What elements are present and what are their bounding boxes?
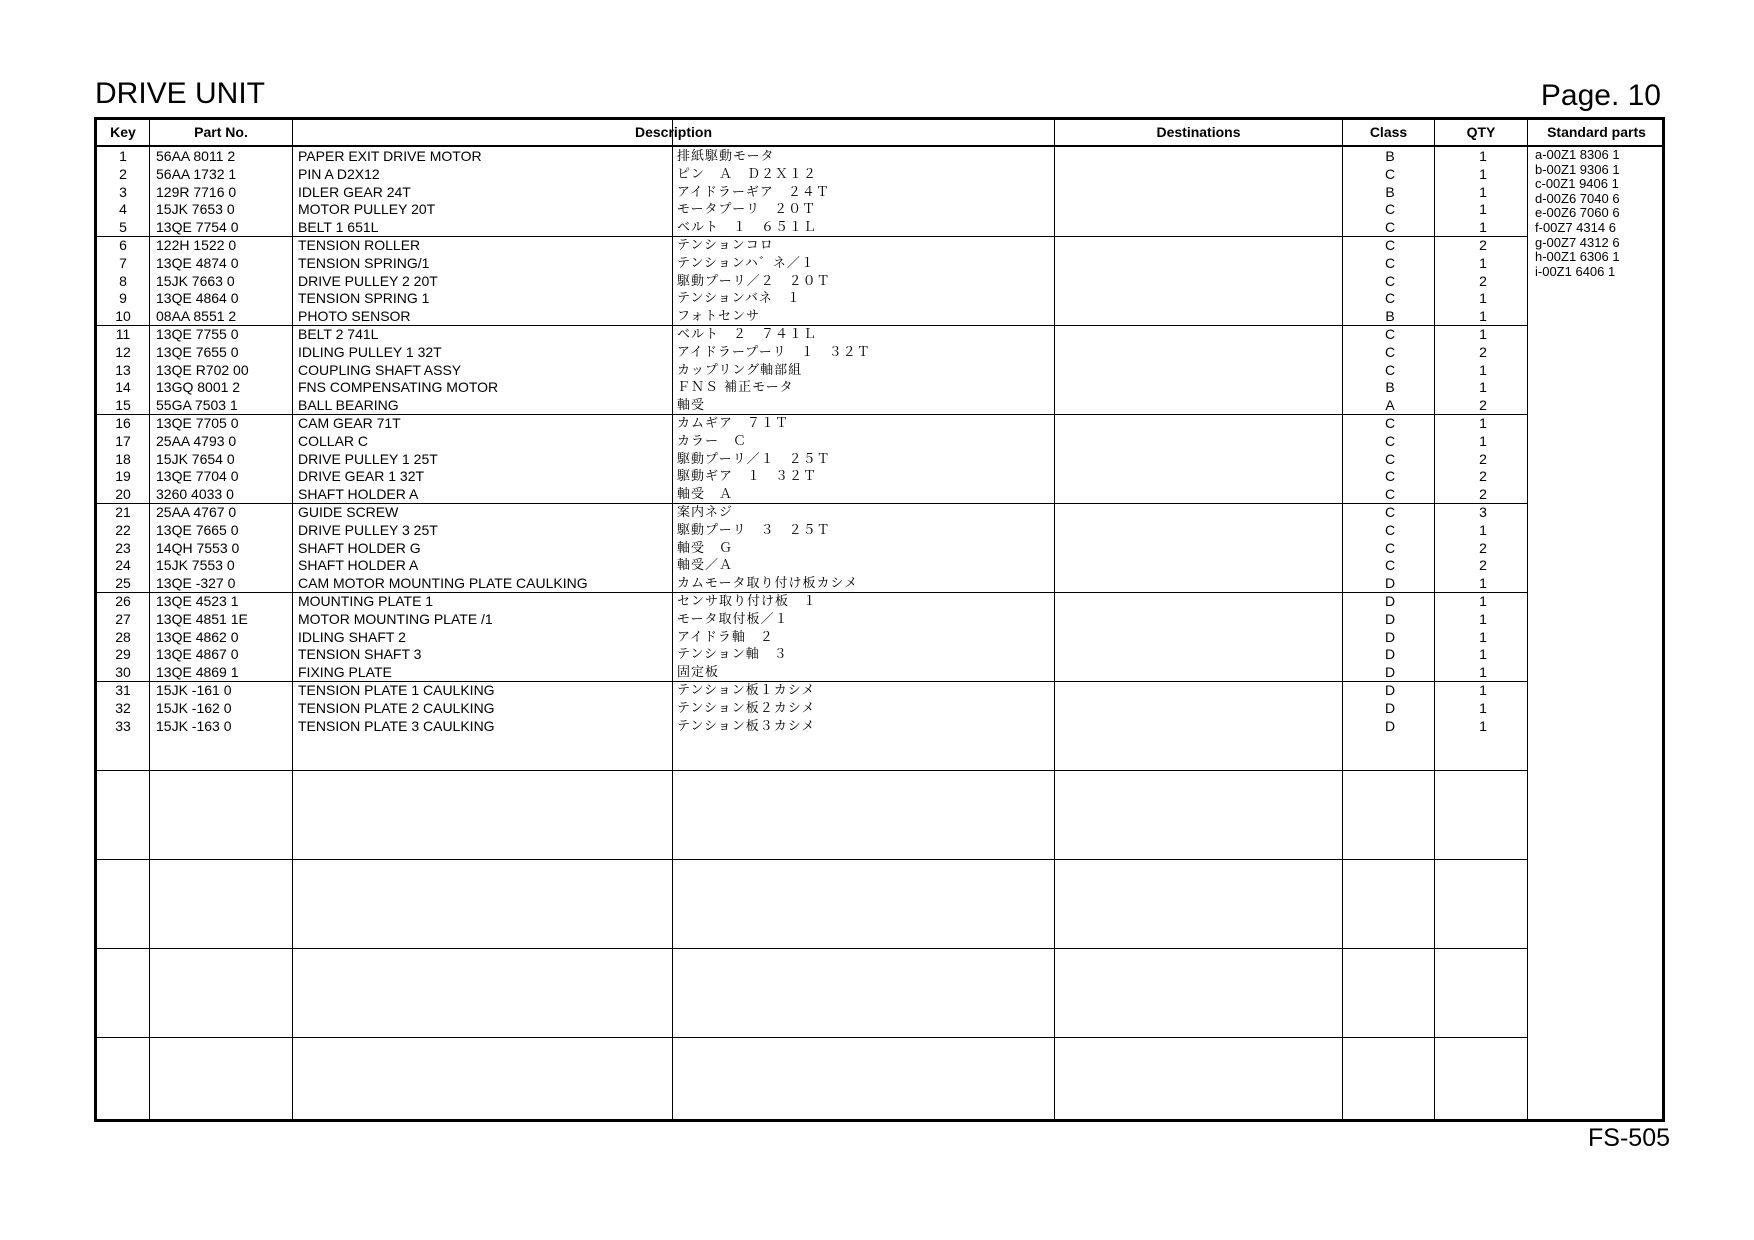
cell-part-no: 56AA 1732 1 xyxy=(156,165,237,182)
table-row xyxy=(97,273,1662,291)
cell-qty: 1 xyxy=(1479,308,1487,325)
cell-description-jp: カップリング軸部組 xyxy=(677,362,803,378)
cell-description-jp: カムギア ７１Ｔ xyxy=(677,416,790,431)
cell-part-no: 13QE 7665 0 xyxy=(156,521,239,538)
cell-qty: 1 xyxy=(1479,664,1487,681)
cell-part-no: 15JK 7654 0 xyxy=(156,450,235,467)
cell-description-en: MOTOR PULLEY 20T xyxy=(298,201,436,218)
cell-qty: 1 xyxy=(1479,361,1487,378)
standard-parts-list xyxy=(1531,148,1665,279)
cell-class: C xyxy=(1384,272,1396,289)
cell-qty: 2 xyxy=(1479,237,1487,253)
table-row xyxy=(97,166,1662,184)
cell-part-no: 3260 4033 0 xyxy=(156,486,234,503)
cell-description-en: BELT 1 651L xyxy=(298,219,379,236)
cell-description-en: TENSION PLATE 2 CAULKING xyxy=(298,699,495,716)
cell-class: D xyxy=(1384,628,1396,645)
cell-part-no: 13QE 4523 1 xyxy=(156,593,239,609)
cell-description-jp: ＦＮＳ 補正モータ xyxy=(677,380,794,396)
header-part-no: Part No. xyxy=(194,124,248,140)
cell-qty: 1 xyxy=(1479,610,1487,627)
cell-part-no: 13QE 4867 0 xyxy=(156,646,239,663)
cell-class: C xyxy=(1384,237,1396,253)
page-title: DRIVE UNIT xyxy=(95,77,266,110)
cell-key: 30 xyxy=(115,664,131,681)
cell-part-no: 13QE 7655 0 xyxy=(156,343,239,360)
cell-part-no: 15JK -163 0 xyxy=(156,717,232,734)
cell-qty: 1 xyxy=(1479,290,1487,307)
cell-qty: 1 xyxy=(1479,699,1487,716)
cell-class: C xyxy=(1384,343,1396,360)
cell-description-en: BELT 2 741L xyxy=(298,326,379,342)
cell-description-jp: 軸受 Ａ xyxy=(677,487,734,503)
cell-part-no: 13QE 7754 0 xyxy=(156,219,239,236)
table-row xyxy=(97,362,1662,380)
cell-key: 5 xyxy=(119,219,127,236)
cell-description-jp: テンションハ゛ネ／１ xyxy=(677,255,815,271)
cell-qty: 2 xyxy=(1479,450,1487,467)
cell-class: C xyxy=(1384,521,1396,538)
parts-table xyxy=(94,117,1665,1122)
cell-class: B xyxy=(1385,308,1395,325)
table-row xyxy=(97,557,1662,575)
cell-qty: 2 xyxy=(1479,539,1487,556)
cell-description-en: IDLER GEAR 24T xyxy=(298,183,411,200)
cell-key: 33 xyxy=(115,717,131,734)
cell-description-jp: テンション板１カシメ xyxy=(677,683,816,698)
cell-description-en: CAM GEAR 71T xyxy=(298,415,401,431)
cell-key: 13 xyxy=(115,361,131,378)
cell-description-jp: 排紙駆動モータ xyxy=(677,149,775,164)
cell-qty: 1 xyxy=(1479,415,1487,431)
cell-description-en: TENSION SPRING/1 xyxy=(298,254,430,271)
cell-class: D xyxy=(1384,593,1396,609)
table-row xyxy=(97,397,1662,415)
cell-qty: 1 xyxy=(1479,148,1487,164)
table-row xyxy=(97,415,1662,433)
cell-class: C xyxy=(1384,539,1396,556)
cell-description-en: DRIVE GEAR 1 32T xyxy=(298,468,425,485)
cell-description-jp: テンションコロ xyxy=(677,238,774,253)
cell-class: B xyxy=(1385,379,1395,396)
cell-description-jp: フォトセンサ xyxy=(677,309,760,325)
table-row xyxy=(97,451,1662,469)
cell-key: 22 xyxy=(115,521,131,538)
cell-description-en: CAM MOTOR MOUNTING PLATE CAULKING xyxy=(298,575,588,592)
cell-key: 3 xyxy=(119,183,127,200)
cell-class: C xyxy=(1384,219,1396,236)
cell-description-en: TENSION PLATE 3 CAULKING xyxy=(298,717,495,734)
row-group-divider xyxy=(97,1037,1527,1038)
cell-description-jp: テンション板３カシメ xyxy=(677,718,816,734)
cell-description-en: DRIVE PULLEY 3 25T xyxy=(298,521,438,538)
cell-qty: 2 xyxy=(1479,272,1487,289)
cell-class: A xyxy=(1385,397,1395,414)
cell-key: 16 xyxy=(115,415,131,431)
model-code: FS-505 xyxy=(1588,1124,1670,1152)
cell-part-no: 14QH 7553 0 xyxy=(156,539,240,556)
table-row xyxy=(97,184,1662,202)
cell-part-no: 13QE -327 0 xyxy=(156,575,236,592)
cell-key: 26 xyxy=(115,593,131,609)
cell-class: D xyxy=(1384,664,1396,681)
table-row xyxy=(97,344,1662,362)
cell-description-jp: 駆動プーリ ３ ２５Ｔ xyxy=(677,522,831,538)
cell-description-en: MOTOR MOUNTING PLATE /1 xyxy=(298,610,493,627)
table-row xyxy=(97,237,1662,255)
cell-part-no: 13QE 4864 0 xyxy=(156,290,239,307)
cell-description-jp: 案内ネジ xyxy=(677,505,734,520)
cell-description-en: DRIVE PULLEY 1 25T xyxy=(298,450,438,467)
cell-description-jp: カラー Ｃ xyxy=(677,433,748,449)
cell-class: D xyxy=(1384,575,1396,592)
cell-class: D xyxy=(1384,610,1396,627)
cell-qty: 1 xyxy=(1479,432,1487,449)
cell-part-no: 56AA 8011 2 xyxy=(156,148,236,164)
cell-description-en: TENSION SPRING 1 xyxy=(298,290,430,307)
cell-part-no: 15JK 7553 0 xyxy=(156,557,235,574)
cell-part-no: 13QE 4869 1 xyxy=(156,664,239,681)
cell-key: 1 xyxy=(119,148,127,164)
header-divider xyxy=(97,145,1662,147)
cell-key: 11 xyxy=(115,326,131,342)
table-row xyxy=(97,201,1662,219)
cell-class: C xyxy=(1384,504,1396,520)
cell-description-jp: 固定板 xyxy=(677,665,720,681)
table-row xyxy=(97,593,1662,611)
cell-key: 4 xyxy=(119,201,127,218)
cell-key: 27 xyxy=(115,610,131,627)
cell-description-jp: 駆動プーリ／１ ２５Ｔ xyxy=(677,451,831,467)
cell-description-jp: アイドラ軸 ２ xyxy=(677,629,774,645)
table-row xyxy=(97,646,1662,664)
table-row xyxy=(97,486,1662,504)
cell-description-jp: センサ取り付け板 １ xyxy=(677,594,818,609)
header-description: Description xyxy=(634,124,712,140)
cell-qty: 1 xyxy=(1479,593,1487,609)
cell-description-jp: アイドラーギア ２４Ｔ xyxy=(677,184,830,200)
cell-qty: 1 xyxy=(1479,379,1487,396)
cell-qty: 3 xyxy=(1479,504,1487,520)
cell-description-jp: テンションバネ １ xyxy=(677,291,801,307)
cell-qty: 1 xyxy=(1479,575,1487,592)
cell-qty: 1 xyxy=(1479,183,1487,200)
table-row xyxy=(97,522,1662,540)
header-qty: QTY xyxy=(1466,124,1496,140)
cell-description-jp: カムモータ取り付け板カシメ xyxy=(677,576,859,592)
cell-class: D xyxy=(1384,682,1396,698)
cell-description-jp: 軸受／Ａ xyxy=(677,558,734,574)
cell-qty: 1 xyxy=(1479,628,1487,645)
cell-qty: 1 xyxy=(1479,219,1487,236)
cell-part-no: 13QE 4874 0 xyxy=(156,254,239,271)
cell-qty: 1 xyxy=(1479,254,1487,271)
cell-key: 19 xyxy=(115,468,131,485)
cell-description-jp: テンション軸 ３ xyxy=(677,647,788,663)
cell-key: 14 xyxy=(115,379,131,396)
standard-part: h-00Z1 6306 1 xyxy=(1535,249,1620,265)
cell-description-en: DRIVE PULLEY 2 20T xyxy=(298,272,438,289)
standard-part: f-00Z7 4314 6 xyxy=(1535,219,1616,235)
cell-key: 8 xyxy=(119,272,127,289)
cell-part-no: 13QE 4862 0 xyxy=(156,628,239,645)
cell-class: C xyxy=(1384,290,1396,307)
cell-key: 18 xyxy=(115,450,131,467)
header-destinations: Destinations xyxy=(1156,124,1241,140)
cell-qty: 1 xyxy=(1479,717,1487,734)
cell-description-jp: モータ取付板／１ xyxy=(677,611,789,627)
cell-description-jp: 駆動プーリ／２ ２０Ｔ xyxy=(677,273,831,289)
cell-class: C xyxy=(1384,432,1396,449)
cell-key: 2 xyxy=(119,165,127,182)
cell-part-no: 08AA 8551 2 xyxy=(156,308,237,325)
cell-part-no: 13QE 7704 0 xyxy=(156,468,239,485)
standard-part: b-00Z1 9306 1 xyxy=(1535,161,1620,177)
standard-part: e-00Z6 7060 6 xyxy=(1535,205,1620,221)
cell-part-no: 13GQ 8001 2 xyxy=(156,379,241,396)
cell-key: 28 xyxy=(115,628,131,645)
cell-key: 32 xyxy=(115,699,131,716)
standard-part: g-00Z7 4312 6 xyxy=(1535,234,1620,250)
cell-description-en: COUPLING SHAFT ASSY xyxy=(298,361,462,378)
page-number: Page. 10 xyxy=(1540,79,1661,112)
cell-class: C xyxy=(1384,557,1396,574)
table-row xyxy=(97,379,1662,397)
cell-qty: 1 xyxy=(1479,165,1487,182)
cell-part-no: 25AA 4767 0 xyxy=(156,504,237,520)
standard-part: a-00Z1 8306 1 xyxy=(1535,147,1620,162)
cell-qty: 1 xyxy=(1479,646,1487,663)
cell-description-en: TENSION PLATE 1 CAULKING xyxy=(298,682,495,698)
cell-class: C xyxy=(1384,361,1396,378)
table-row xyxy=(97,611,1662,629)
table-row xyxy=(97,504,1662,522)
cell-class: C xyxy=(1384,450,1396,467)
row-group-divider xyxy=(97,770,1527,771)
cell-description-en: FIXING PLATE xyxy=(298,664,392,681)
cell-description-jp: 軸受 xyxy=(677,398,706,414)
table-row xyxy=(97,326,1662,344)
cell-key: 10 xyxy=(115,308,131,325)
cell-qty: 2 xyxy=(1479,486,1487,503)
row-group-divider xyxy=(97,948,1527,949)
table-row xyxy=(97,433,1662,451)
cell-key: 9 xyxy=(119,290,127,307)
cell-description-en: SHAFT HOLDER G xyxy=(298,539,421,556)
cell-key: 25 xyxy=(115,575,131,592)
standard-part: d-00Z6 7040 6 xyxy=(1535,190,1620,206)
cell-class: B xyxy=(1385,148,1395,164)
cell-key: 6 xyxy=(119,237,127,253)
table-row xyxy=(97,540,1662,558)
cell-description-en: TENSION SHAFT 3 xyxy=(298,646,422,663)
cell-key: 29 xyxy=(115,646,131,663)
cell-description-jp: テンション板２カシメ xyxy=(677,700,816,716)
cell-qty: 2 xyxy=(1479,557,1487,574)
cell-part-no: 15JK -162 0 xyxy=(156,699,232,716)
cell-description-en: PHOTO SENSOR xyxy=(298,308,411,325)
cell-key: 23 xyxy=(115,539,131,556)
table-row xyxy=(97,308,1662,326)
cell-class: D xyxy=(1384,646,1396,663)
cell-description-en: TENSION ROLLER xyxy=(298,237,421,253)
cell-part-no: 122H 1522 0 xyxy=(156,237,237,253)
cell-class: D xyxy=(1384,699,1396,716)
header-standard-parts: Standard parts xyxy=(1547,124,1646,140)
table-row xyxy=(97,682,1662,700)
cell-part-no: 55GA 7503 1 xyxy=(156,397,238,414)
cell-qty: 2 xyxy=(1479,343,1487,360)
cell-class: C xyxy=(1384,468,1396,485)
table-row xyxy=(97,290,1662,308)
cell-qty: 1 xyxy=(1479,201,1487,218)
cell-key: 7 xyxy=(119,254,127,271)
cell-part-no: 15JK -161 0 xyxy=(156,682,232,698)
cell-class: C xyxy=(1384,201,1396,218)
cell-description-jp: 駆動ギア １ ３２Ｔ xyxy=(677,469,818,485)
table-row xyxy=(97,664,1662,682)
cell-description-jp: 軸受 Ｇ xyxy=(677,540,734,556)
cell-part-no: 13QE 7705 0 xyxy=(156,415,239,431)
standard-part: i-00Z1 6406 1 xyxy=(1535,263,1616,279)
cell-key: 17 xyxy=(115,432,131,449)
cell-class: D xyxy=(1384,717,1396,734)
table-row xyxy=(97,575,1662,593)
cell-part-no: 15JK 7653 0 xyxy=(156,201,235,218)
cell-class: C xyxy=(1384,415,1396,431)
header-key: Key xyxy=(110,124,136,140)
table-row xyxy=(97,468,1662,486)
cell-key: 15 xyxy=(115,397,131,414)
table-row xyxy=(97,700,1662,718)
cell-class: C xyxy=(1384,254,1396,271)
cell-description-en: MOUNTING PLATE 1 xyxy=(298,593,434,609)
cell-description-jp: ベルト ２ ７４１Ｌ xyxy=(677,327,818,342)
cell-qty: 1 xyxy=(1479,682,1487,698)
cell-class: C xyxy=(1384,165,1396,182)
cell-class: C xyxy=(1384,486,1396,503)
cell-part-no: 13QE R702 00 xyxy=(156,361,249,378)
cell-key: 21 xyxy=(115,504,131,520)
header-class: Class xyxy=(1369,124,1408,140)
cell-description-en: PAPER EXIT DRIVE MOTOR xyxy=(298,148,482,164)
cell-description-jp: アイドラープーリ １ ３２Ｔ xyxy=(677,344,871,360)
table-row xyxy=(97,255,1662,273)
cell-description-en: IDLING PULLEY 1 32T xyxy=(298,343,442,360)
cell-key: 20 xyxy=(115,486,131,503)
cell-description-jp: ピン Ａ Ｄ２Ｘ１２ xyxy=(677,166,818,182)
table-row xyxy=(97,629,1662,647)
cell-qty: 1 xyxy=(1479,326,1487,342)
cell-description-en: FNS COMPENSATING MOTOR xyxy=(298,379,499,396)
cell-key: 31 xyxy=(115,682,131,698)
row-group-divider xyxy=(97,859,1527,860)
table-row xyxy=(97,219,1662,237)
cell-part-no: 129R 7716 0 xyxy=(156,183,237,200)
cell-description-jp: ベルト １ ６５１Ｌ xyxy=(677,220,818,236)
table-row xyxy=(97,718,1662,736)
cell-description-en: IDLING SHAFT 2 xyxy=(298,628,406,645)
cell-description-en: SHAFT HOLDER A xyxy=(298,557,419,574)
table-row xyxy=(97,148,1662,166)
cell-part-no: 15JK 7663 0 xyxy=(156,272,235,289)
cell-qty: 1 xyxy=(1479,521,1487,538)
cell-part-no: 13QE 7755 0 xyxy=(156,326,239,342)
cell-key: 24 xyxy=(115,557,131,574)
cell-description-en: SHAFT HOLDER A xyxy=(298,486,419,503)
cell-description-jp: モータプーリ ２０Ｔ xyxy=(677,202,817,218)
cell-description-en: BALL BEARING xyxy=(298,397,399,414)
cell-part-no: 13QE 4851 1E xyxy=(156,610,248,627)
cell-description-en: PIN A D2X12 xyxy=(298,165,380,182)
standard-part: c-00Z1 9406 1 xyxy=(1535,176,1619,192)
cell-class: B xyxy=(1385,183,1395,200)
cell-key: 12 xyxy=(115,343,131,360)
cell-description-en: GUIDE SCREW xyxy=(298,504,399,520)
cell-part-no: 25AA 4793 0 xyxy=(156,432,237,449)
cell-class: C xyxy=(1384,326,1396,342)
cell-description-en: COLLAR C xyxy=(298,432,369,449)
cell-qty: 2 xyxy=(1479,468,1487,485)
cell-qty: 2 xyxy=(1479,397,1487,414)
